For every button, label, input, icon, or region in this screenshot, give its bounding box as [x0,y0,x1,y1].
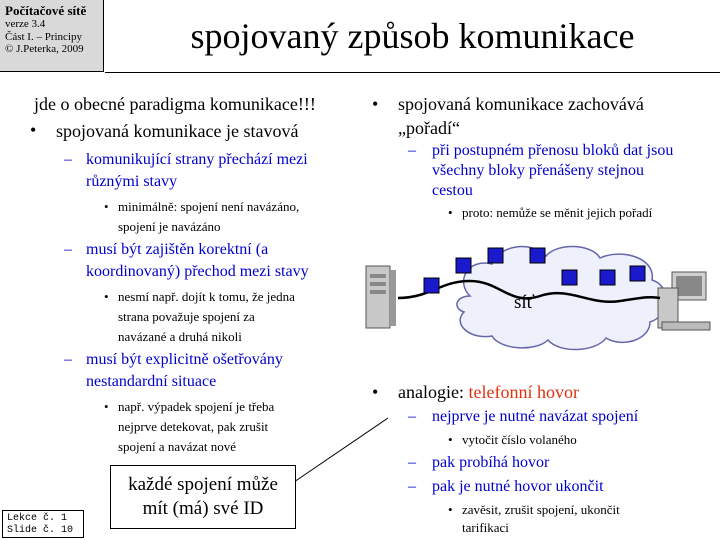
dash-marker: – [408,142,416,159]
bullet-dot: • [448,502,453,517]
bullet-dot: • [104,199,109,214]
right-sub-1: proto: nemůže se měnit jejich pořadí [462,205,653,220]
network-diagram [360,236,720,356]
left-dash-2b: koordinovaný) přechod mezi stavy [86,263,309,280]
packet-block [630,266,645,281]
bullet-dot: • [372,382,379,402]
computer-icon [658,272,710,330]
intro-text: jde o obecné paradigma komunikace!!! [34,94,316,114]
right-dash-1b: všechny bloky přenášeny stejnou [432,162,644,179]
bullet-dot: • [104,399,109,414]
dash-marker: – [64,151,72,168]
left-sub-1a: minimálně: spojení není navázáno, [118,199,300,214]
id-callout-box [110,465,296,529]
left-sub-2a: nesmí např. dojít k tomu, že jedna [118,289,295,304]
left-dash-2a: musí být zajištěn korektní (a [86,241,269,258]
left-sub-3b: nejprve detekovat, pak zrušit [118,419,269,434]
right-sub-4a: zavěsit, zrušit spojení, ukončit [462,502,620,517]
right-dash-1a: při postupném přenosu bloků dat jsou [432,142,674,159]
course-info-box [0,0,104,72]
analogy-highlight: telefonní hovor [468,382,579,402]
right-sub-2: vytočit číslo volaného [462,432,577,447]
dash-marker: – [408,454,416,471]
dash-marker: – [408,478,416,495]
right-dash-1c: cestou [432,182,473,199]
left-sub-1b: spojení je navázáno [118,219,221,234]
left-sub-3c: spojení a navázat nové [118,439,237,454]
bullet-dot: • [372,94,379,114]
left-sub-3a: např. výpadek spojení je třeba [118,399,275,414]
left-dash-1a: komunikující strany přechází mezi [86,151,308,168]
title-area [105,0,720,73]
copyright-label: © J.Peterka, 2009 [5,43,84,55]
packet-block [456,258,471,273]
course-name: Počítačové sítě [5,3,87,18]
right-sub-4b: tarifikaci [462,520,509,535]
version-label: verze 3.4 [5,18,46,30]
server-icon [366,266,396,328]
lesson-number: Lekce č. 1 [7,513,68,524]
callout-line-2: mít (má) své ID [142,498,264,519]
right-bullet-2 [398,382,579,403]
right-bullet-1b: „pořadí“ [398,118,460,138]
left-dash-3a: musí být explicitně ošetřovány [86,351,283,368]
left-sub-2b: strana považuje spojení za [118,309,255,324]
left-dash-1b: různými stavy [86,173,178,190]
callout-line-1: každé spojení může [128,474,278,495]
cloud-label: síť [514,292,535,313]
packet-block [488,248,503,263]
bullet-dot: • [448,205,453,220]
left-bullet-1: spojovaná komunikace je stavová [56,121,299,141]
left-dash-3b: nestandardní situace [86,373,217,390]
bullet-dot: • [448,432,453,447]
left-sub-2c: navázané a druhá nikoli [118,329,242,344]
slide-number: Slide č. 10 [7,525,74,536]
bullet-dot: • [104,289,109,304]
callout-line [290,410,400,490]
dash-marker: – [64,241,72,258]
slide-title: spojovaný způsob komunikace [190,16,635,56]
packet-block [424,278,439,293]
right-bullet-1a: spojovaná komunikace zachovává [398,94,644,114]
dash-marker: – [64,351,72,368]
packet-block [600,270,615,285]
packet-block [562,270,577,285]
lesson-slide-box [2,510,84,538]
right-dash-3: pak probíhá hovor [432,454,550,471]
bullet-dot: • [30,120,37,140]
right-dash-2: nejprve je nutné navázat spojení [432,408,639,425]
analogy-prefix: analogie: [398,382,469,402]
right-dash-4: pak je nutné hovor ukončit [432,478,604,495]
part-label: Část I. – Principy [5,30,82,43]
dash-marker: – [408,408,416,425]
packet-block [530,248,545,263]
